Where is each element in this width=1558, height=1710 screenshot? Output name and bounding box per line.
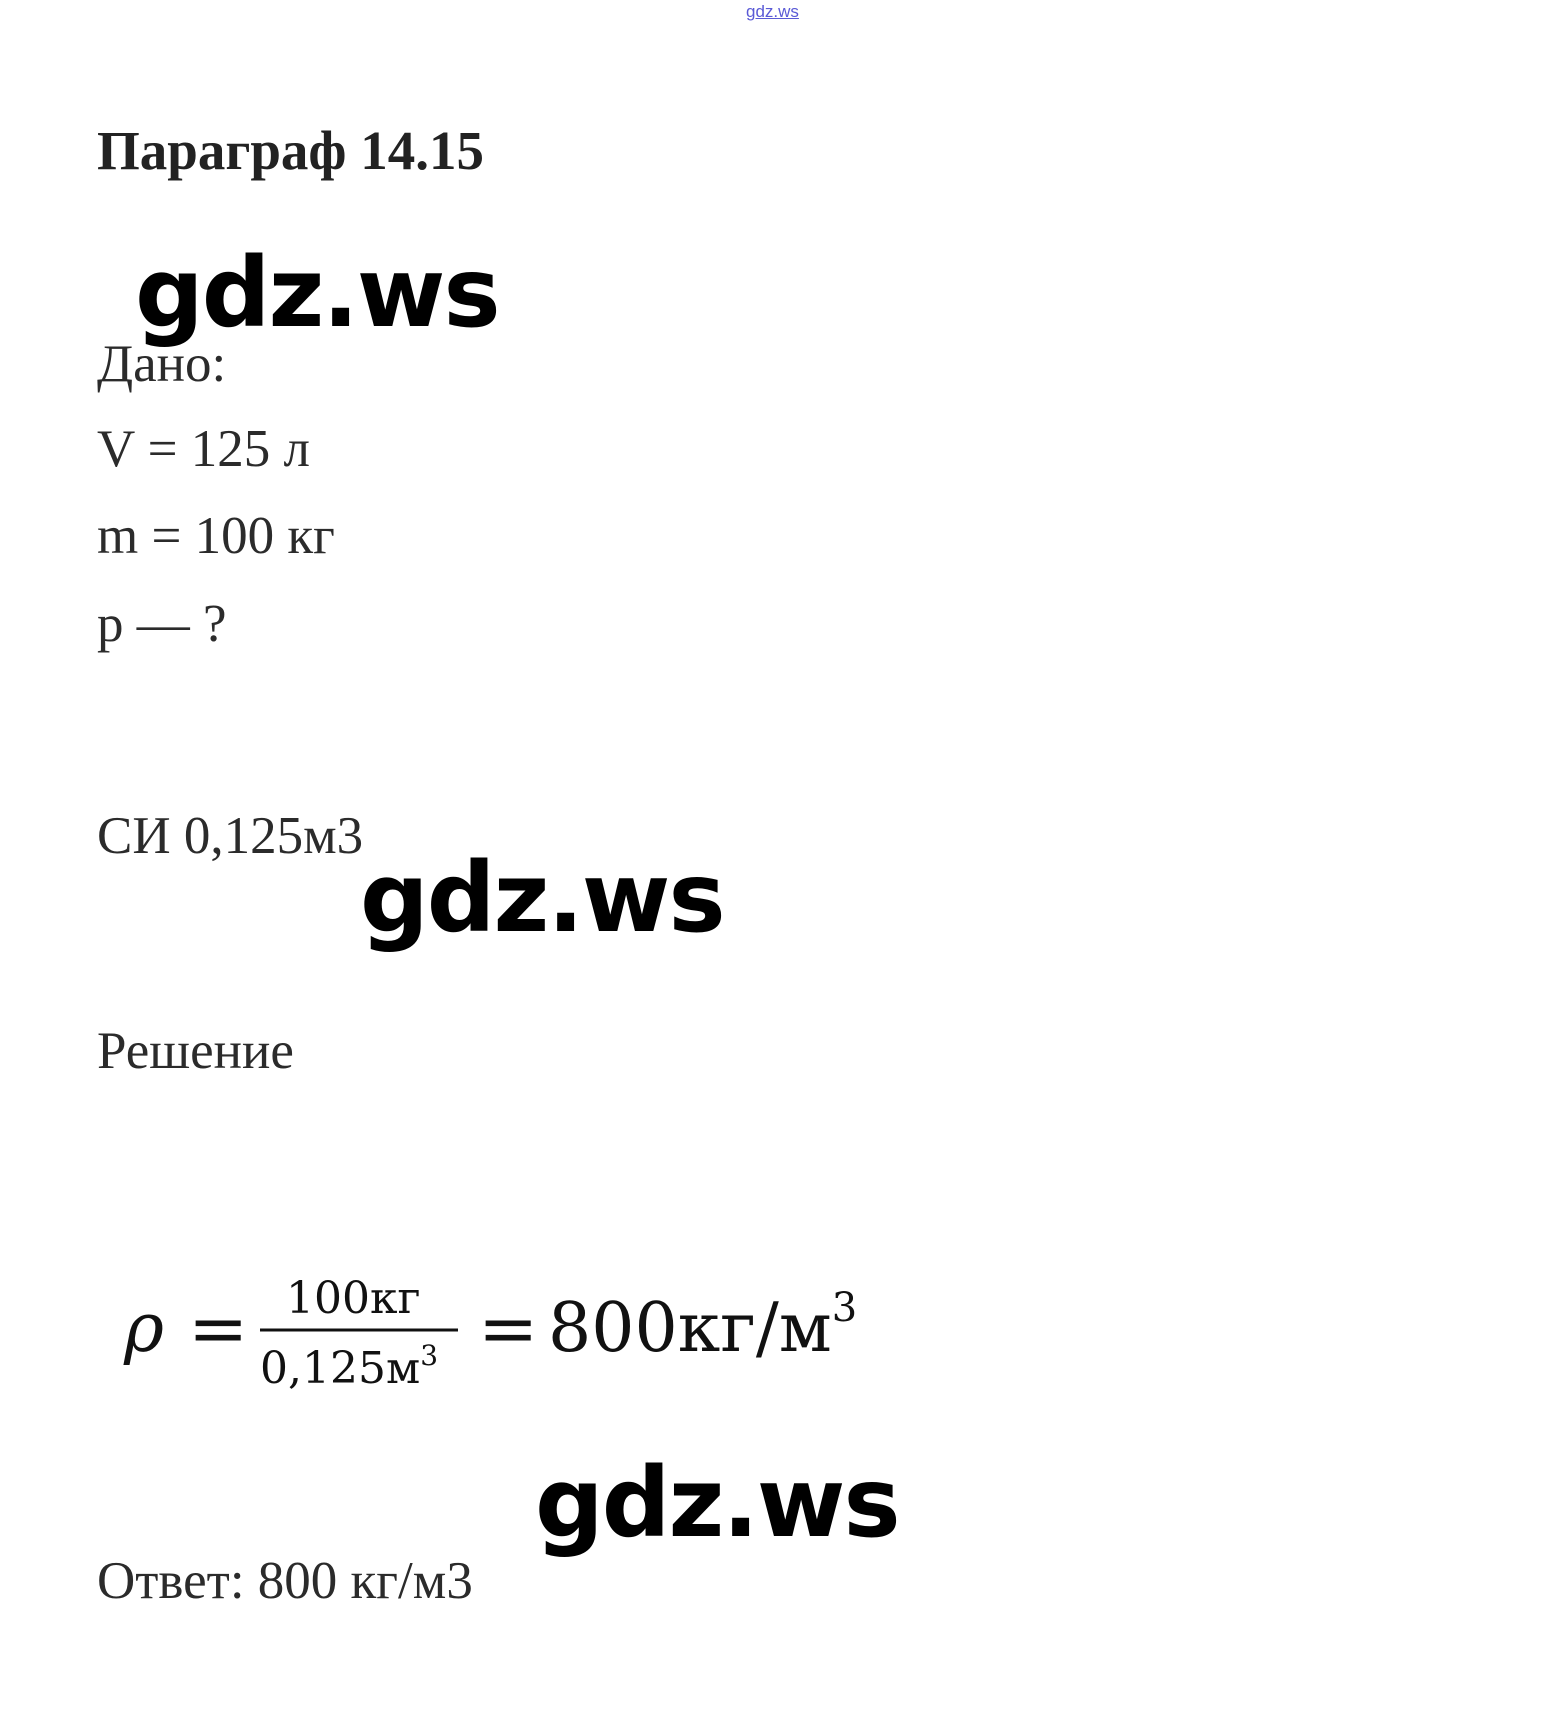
given-mass: m = 100 кг — [97, 507, 335, 565]
svg-text:800кг/м3 — [548, 1285, 857, 1368]
watermark: gdz.ws — [360, 842, 724, 954]
formula-denominator: 0,125м — [260, 1343, 421, 1394]
formula-equals-1: = — [188, 1286, 249, 1370]
answer: Ответ: 800 кг/м3 — [97, 1552, 473, 1610]
formula-numerator: 100кг — [286, 1273, 421, 1324]
formula-result-exp: 3 — [831, 1285, 858, 1331]
formula-rho: ρ — [124, 1289, 164, 1368]
watermark-link[interactable]: gdz.ws — [746, 2, 799, 21]
given-volume: V = 125 л — [97, 420, 310, 478]
si-conversion: СИ 0,125м3 — [97, 807, 364, 865]
solution-label: Решение — [97, 1022, 294, 1080]
formula-denominator-exp: 3 — [420, 1339, 439, 1372]
svg-text:0,125м3 — [260, 1339, 438, 1394]
given-label: Дано: — [97, 335, 227, 393]
given-unknown: p — ? — [97, 595, 227, 653]
watermark: gdz.ws — [535, 1447, 899, 1559]
watermark: gdz.ws — [135, 237, 499, 349]
page-title: Параграф 14.15 — [97, 120, 484, 181]
formula-equals-2: = — [478, 1286, 539, 1370]
density-formula — [118, 1255, 878, 1425]
formula-result: 800кг/м — [548, 1289, 832, 1368]
